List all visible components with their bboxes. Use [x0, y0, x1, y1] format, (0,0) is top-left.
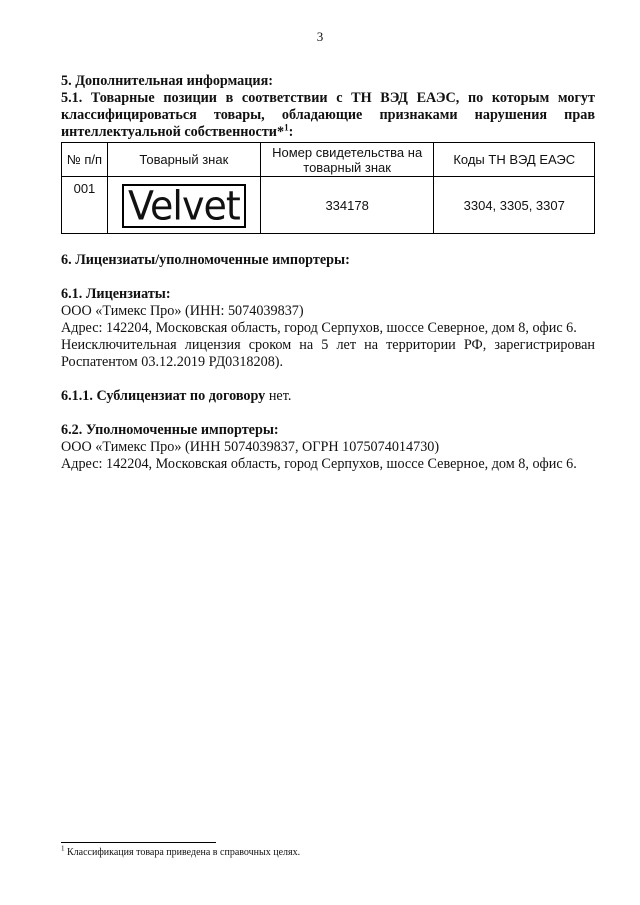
section-6-1-license: Неисключительная лицензия сроком на 5 лет на территории РФ, зарегистрирован Роспатентом 03.12.2019 РД0318208).: [61, 337, 595, 370]
trademark-logo-text: Velvet: [127, 182, 240, 229]
section-6-1-address: Адрес: 142204, Московская область, город Серпухов, шоссе Северное, дом 8, офис 6.: [61, 320, 577, 336]
header-certificate: Номер свидетельства на товарный знак: [260, 143, 434, 177]
cell-codes: 3304, 3305, 3307: [434, 177, 595, 234]
table-header-row: [62, 143, 595, 177]
section-6-1-1: [61, 388, 595, 405]
section-6-2-heading: 6.2. Уполномоченные импортеры:: [61, 422, 279, 438]
header-trademark: Товарный знак: [107, 143, 260, 177]
trademark-table: [61, 142, 595, 234]
section-5-1-colon: :: [288, 124, 294, 140]
section-6-heading: 6. Лицензиаты/уполномоченные импортеры:: [61, 252, 350, 268]
section-6-1-1-heading: 6.1.1. Сублицензиат по договору: [61, 388, 266, 404]
section-6-1-1-value: нет.: [265, 388, 292, 404]
header-num: № п/п: [62, 143, 108, 177]
cell-num: 001: [62, 177, 108, 234]
cell-certificate: 334178: [260, 177, 434, 234]
section-6-1-heading: 6.1. Лицензиаты:: [61, 286, 171, 302]
header-codes: Коды ТН ВЭД ЕАЭС: [434, 143, 595, 177]
footnote-marker: 1: [61, 844, 65, 853]
section-6-2-company: ООО «Тимекс Про» (ИНН 5074039837, ОГРН 1075074014730): [61, 439, 440, 455]
document-body: [61, 73, 595, 473]
footnote-ref[interactable]: 1: [284, 122, 289, 133]
section-6-1-company: ООО «Тимекс Про» (ИНН: 5074039837): [61, 303, 304, 319]
section-5-1-heading: [61, 90, 595, 141]
trademark-logo: [122, 184, 246, 228]
section-5-heading: 5. Дополнительная информация:: [61, 73, 273, 89]
section-5-1-text: 5.1. Товарные позиции в соответствии с ТН ВЭД ЕАЭС, по которым могут классифицироваться товары, обладающие признаками нарушения прав интеллектуальной собственности*: [61, 90, 595, 140]
footnote-divider: [61, 842, 216, 843]
section-6-2-address: Адрес: 142204, Московская область, город Серпухов, шоссе Северное, дом 8, офис 6.: [61, 456, 577, 472]
footnote: [61, 844, 301, 859]
footnote-text: Классификация товара приведена в справочных целях.: [64, 847, 301, 858]
page-number: 3: [316, 29, 324, 44]
table-row: [62, 177, 595, 234]
cell-trademark: [107, 177, 260, 234]
